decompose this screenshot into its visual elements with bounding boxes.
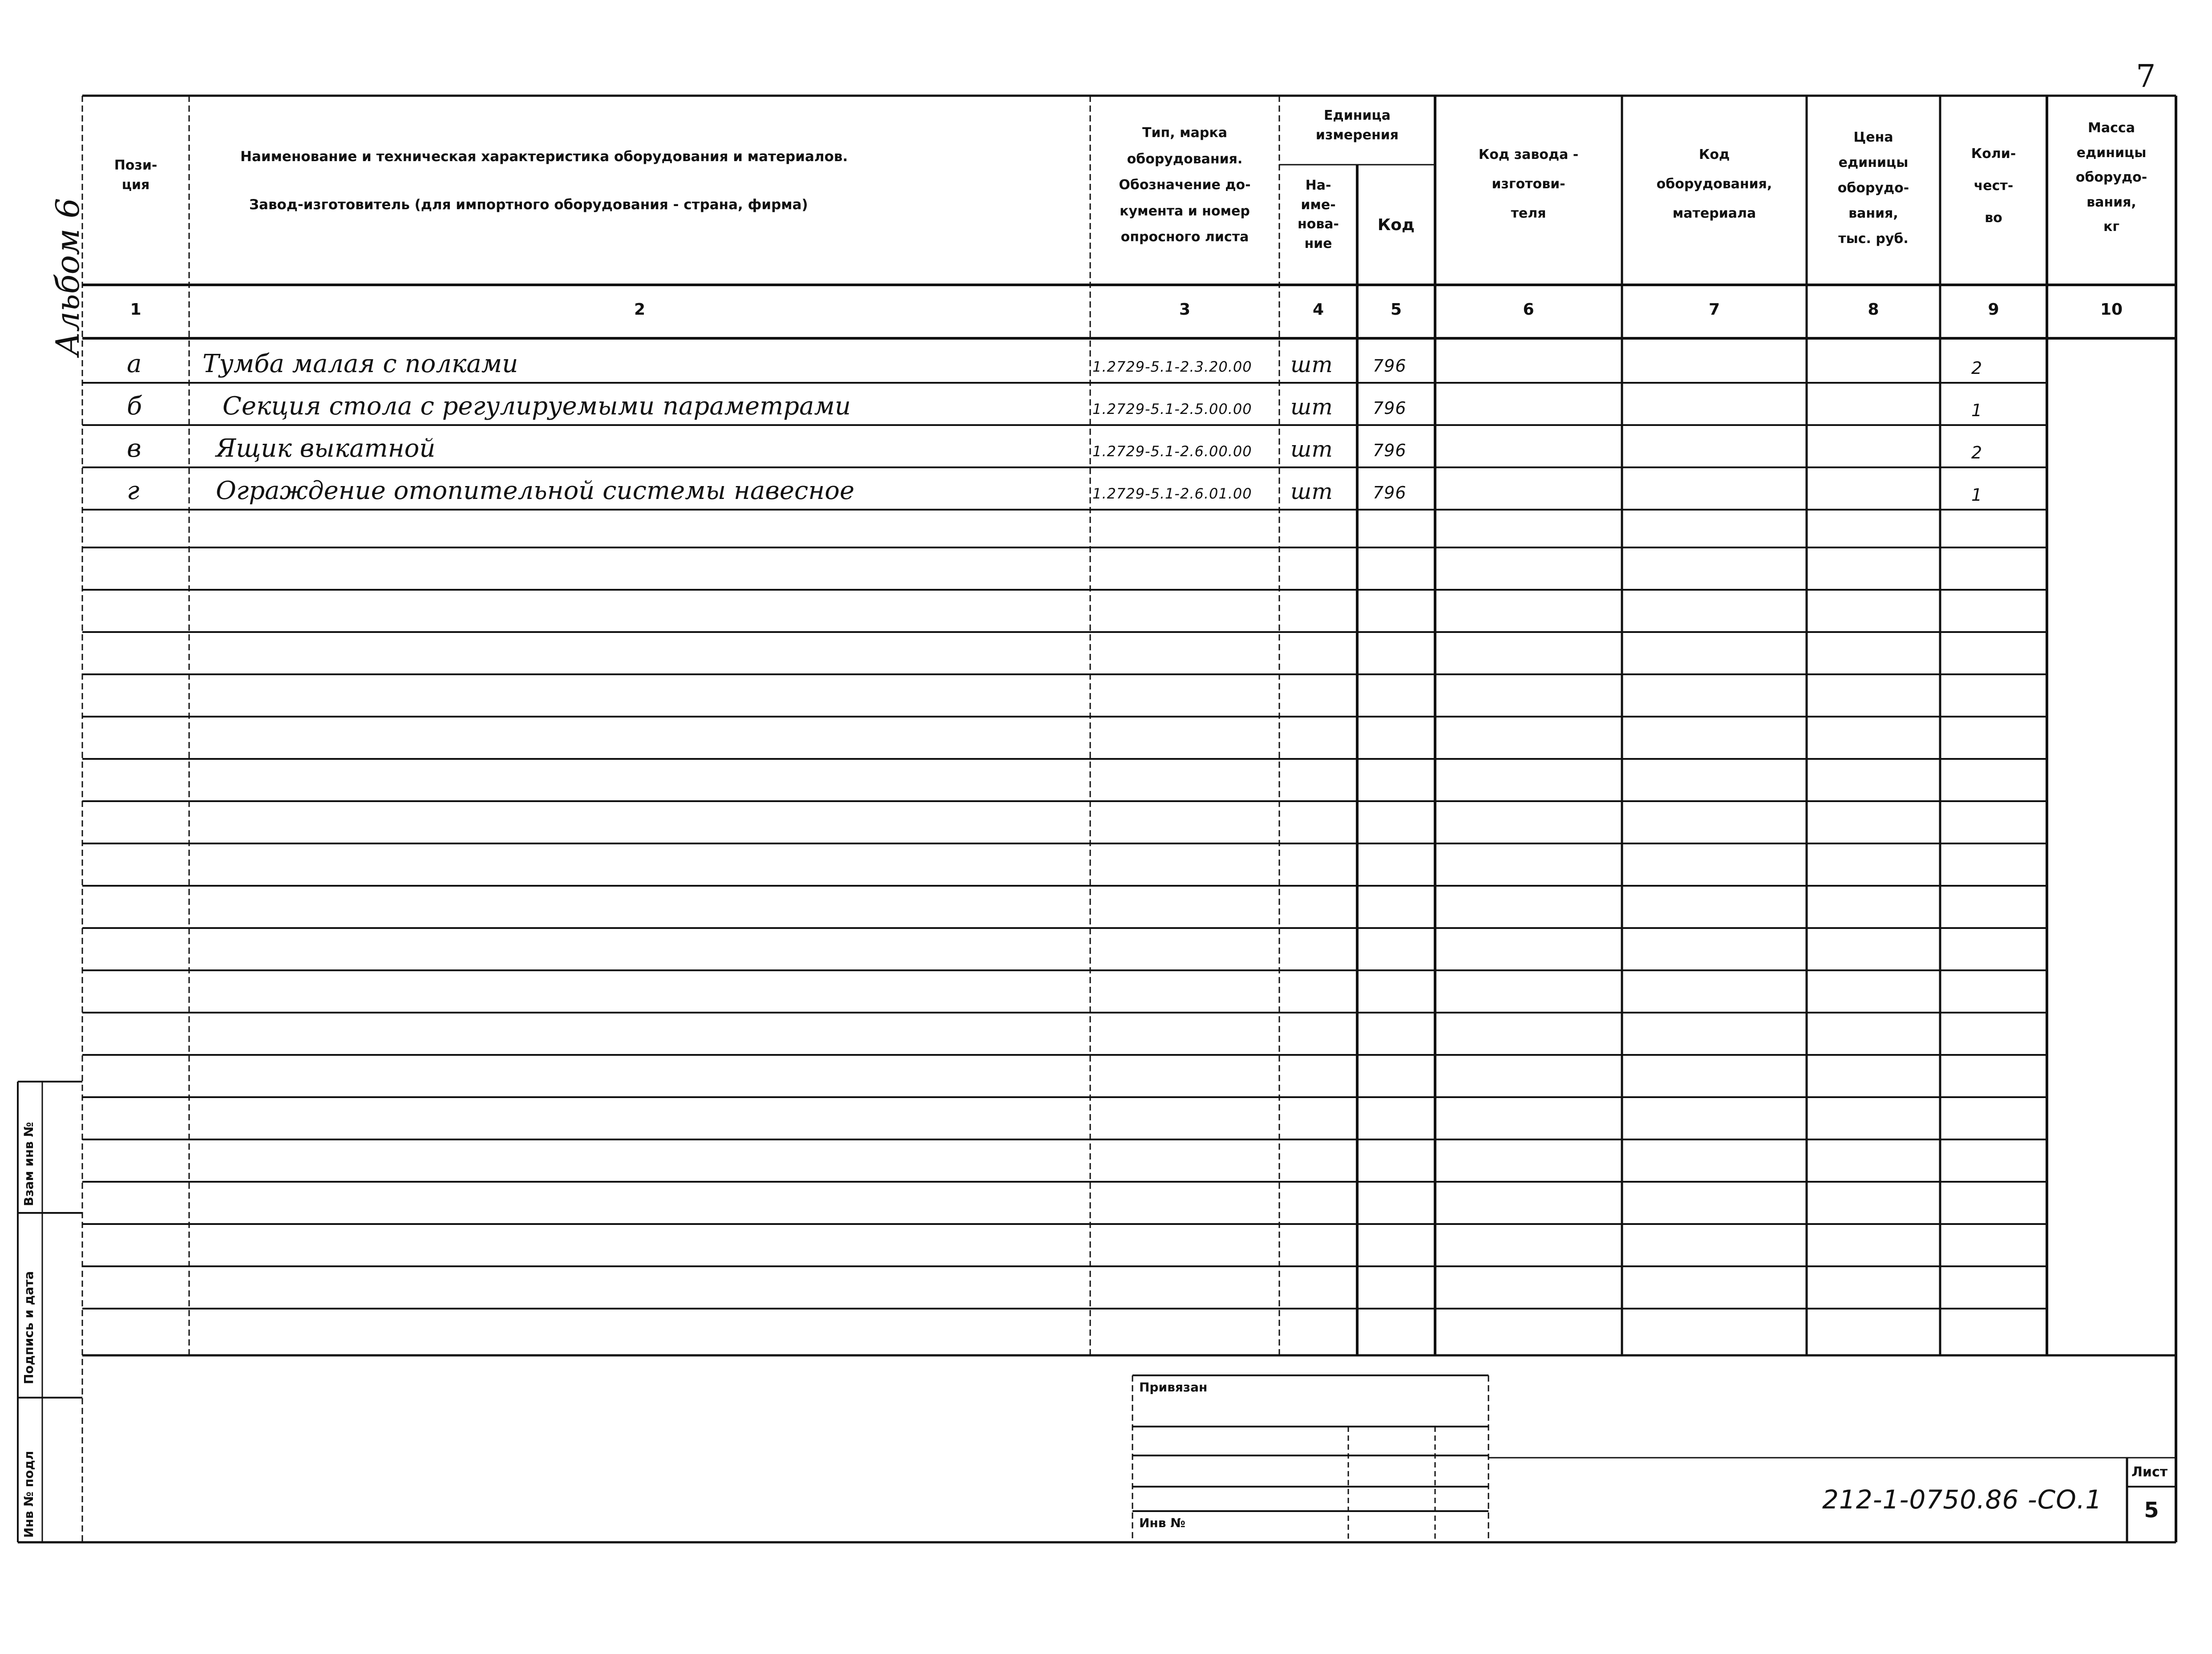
- column-number: 5: [1390, 300, 1402, 319]
- header-type-doc: Тип, марка оборудования. Обозначение до- кумента и номер опросного листа: [1119, 125, 1251, 245]
- row-code: 796: [1373, 441, 1407, 460]
- header-name-line1: Наименование и техническая характеристика оборудования и материалов.: [240, 149, 848, 165]
- row-code: 796: [1373, 398, 1407, 418]
- column-number: 1: [130, 300, 142, 319]
- column-number: 8: [1868, 300, 1879, 319]
- header-unit-price: Цена единицы оборудо- вания, тыс. руб.: [1837, 130, 1909, 247]
- header-quantity: Коли- чест- во: [1971, 146, 2016, 226]
- row-name: Секция стола с регулируемыми параметрами: [222, 392, 851, 421]
- column-number: 2: [634, 300, 646, 319]
- stamp-replaced-inv: Взам инв №: [21, 1122, 36, 1206]
- row-position: а: [127, 349, 142, 378]
- header-position: Пози- ция: [114, 158, 158, 193]
- header-plant-code: Код завода - изготови- теля: [1478, 147, 1579, 221]
- header-unit-code: Код: [1377, 216, 1415, 234]
- stamp-inv-original: Инв № подл: [21, 1451, 36, 1538]
- row-unit: шт: [1290, 352, 1333, 377]
- header-name-line2: Завод-изготовитель (для импортного оборудования - страна, фирма): [249, 197, 808, 213]
- row-quantity: 1: [1971, 401, 1983, 420]
- sheet-number: 5: [2144, 1498, 2159, 1523]
- row-doc: 1.2729-5.1-2.6.01.00: [1092, 485, 1252, 502]
- column-number: 9: [1988, 300, 1999, 319]
- row-code: 796: [1373, 483, 1407, 503]
- row-unit: шт: [1290, 394, 1333, 420]
- header-units-group: Единица измерения: [1315, 108, 1399, 143]
- header-unit-name: На- име- нова- ние: [1297, 178, 1339, 251]
- row-name: Тумба малая с полками: [202, 349, 518, 378]
- column-number: 6: [1523, 300, 1534, 319]
- stamp-signature-date: Подпись и дата: [21, 1271, 36, 1384]
- row-quantity: 1: [1971, 485, 1983, 505]
- row-name: Ограждение отопительной системы навесное: [216, 476, 855, 505]
- row-position: в: [127, 434, 142, 463]
- row-position: г: [127, 476, 140, 505]
- header-equipment-code: Код оборудования, материала: [1656, 147, 1772, 221]
- sheet-label: Лист: [2131, 1464, 2168, 1480]
- page-number: 7: [2136, 58, 2156, 94]
- column-number: 7: [1708, 300, 1720, 319]
- row-doc: 1.2729-5.1-2.6.00.00: [1092, 443, 1252, 460]
- album-label: Альбом 6: [49, 198, 86, 356]
- row-quantity: 2: [1971, 443, 1983, 462]
- row-name: Ящик выкатной: [216, 434, 436, 463]
- row-position: б: [127, 392, 142, 421]
- row-doc: 1.2729-5.1-2.5.00.00: [1092, 401, 1252, 418]
- column-number: 3: [1179, 300, 1191, 319]
- document-code: 212-1-0750.86 -СО.1: [1822, 1484, 2103, 1515]
- row-doc: 1.2729-5.1-2.3.20.00: [1092, 358, 1252, 375]
- stamp-linked: Привязан: [1139, 1380, 1208, 1395]
- row-unit: шт: [1290, 478, 1333, 504]
- row-code: 796: [1373, 356, 1407, 376]
- stamp-inv-no: Инв №: [1139, 1516, 1185, 1530]
- header-unit-mass: Масса единицы оборудо- вания, кг: [2075, 120, 2147, 235]
- column-number: 10: [2100, 300, 2123, 319]
- column-number: 4: [1312, 300, 1324, 319]
- row-quantity: 2: [1971, 358, 1983, 378]
- row-unit: шт: [1290, 436, 1333, 462]
